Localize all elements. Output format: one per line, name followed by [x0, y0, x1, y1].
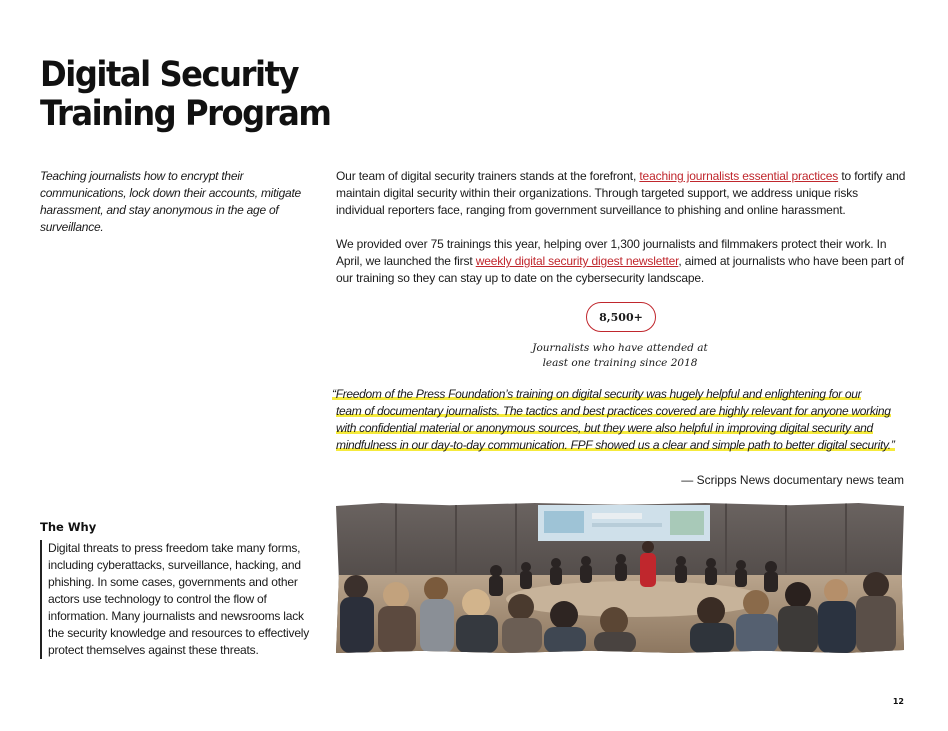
why-heading: The Why [40, 520, 97, 534]
quote-line-2 [332, 403, 898, 420]
stat-caption-line-1: Journalists who have attended at [532, 342, 708, 354]
quote-line-3-text: with confidential material or anonymous sources, but they were also helpful in improving digital security and [336, 421, 873, 435]
training-photo-illustration [336, 503, 904, 653]
stat-caption [520, 341, 720, 371]
page-number: 12 [892, 697, 904, 706]
quote-line-1 [332, 386, 898, 403]
quote-line-4-text: mindfulness in our day-to-day communication. FPF showed us a clear and simple path to better digital security.” [336, 438, 895, 452]
trainings-text-end: , aimed at journalists who have been part of our training so they can stay up to date on the cybersecurity landscape. [336, 254, 904, 285]
intro-paragraph [336, 168, 906, 219]
intro-text-end: to fortify and maintain digital security within their organizations. Through targeted support, we address unique risks individual reporters face, ranging from government surveillance to phishing and online harassment. [336, 169, 906, 217]
newsletter-link[interactable]: weekly digital security digest newsletter [475, 254, 679, 268]
quote-line-4 [332, 437, 898, 454]
quote-attribution: — Scripps News documentary news team [681, 473, 904, 487]
page-subtitle: Teaching journalists how to encrypt their communications, lock down their accounts, mitigate harassment, and stay anonymous in the age of surveillance. [40, 169, 301, 234]
why-body: Digital threats to press freedom take many forms, including cyberattacks, surveillance, hacking, and phishing. In some cases, governments and other actors use technology to control the flow of information. Many journalists and newsrooms lack the security knowledge and resources to effectively protect themselves against these threats. [40, 540, 318, 659]
quote-line-3 [332, 420, 898, 437]
quote-line-2-text: team of documentary journalists. The tactics and best practices covered are highly relevant for anyone working [336, 404, 891, 418]
page-title-line-2: Training Program [40, 94, 331, 134]
stat-caption-line-2: least one training since 2018 [542, 357, 698, 369]
testimonial-quote [332, 386, 898, 454]
trainings-text-start: We provided over 75 trainings this year, helping over 1,300 journalists and filmmakers protect their work. In April, we launched the first [336, 237, 887, 268]
teaching-practices-link[interactable]: teaching journalists essential practices [639, 169, 839, 183]
stat-badge: 8,500+ [586, 302, 656, 332]
page-title [40, 56, 330, 134]
page-title-line-1: Digital Security [40, 55, 299, 95]
intro-text-start: Our team of digital security trainers stands at the forefront, [336, 169, 640, 183]
trainings-paragraph [336, 236, 906, 287]
quote-line-1-text: “Freedom of the Press Foundation’s training on digital security was hugely helpful and enlightening for our [332, 387, 862, 401]
training-session-photo [336, 503, 904, 653]
